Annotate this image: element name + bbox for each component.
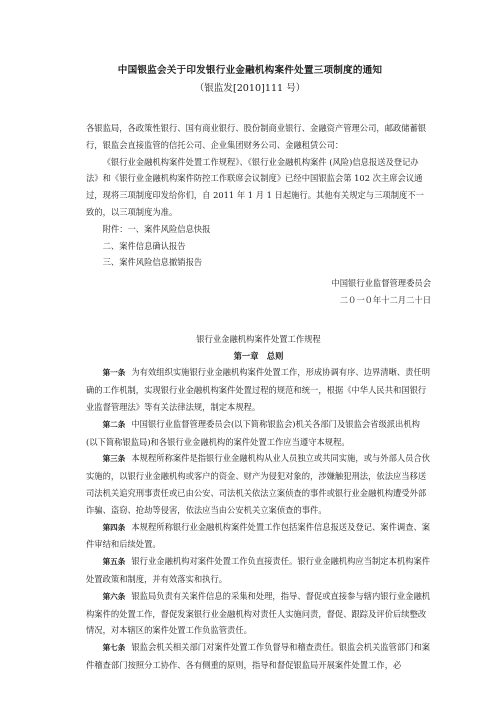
attachment-item: 三、案件风险信息撤销报告	[102, 257, 203, 268]
article-label: 第六条	[102, 591, 126, 601]
article-text: 中国银行业监督管理委员会(以下简称银监会)机关各部门及银监会省级派出机构(以下简称银监局)和各银行业金融机构的案件处置工作应当遵守本规程。	[86, 418, 420, 447]
article-label: 第二条	[102, 419, 126, 429]
addressee: 各银监局，各政策性银行、国有商业银行、股份制商业银行、金融资产管理公司，邮政储蓄银行，银监会直接监管的信托公司、企业集团财务公司、金融租赁公司：	[86, 123, 427, 150]
article-label: 第一条	[102, 368, 126, 378]
article-text: 为有效组织实施银行业金融机构案件处置工作，形成协调有序、边界清晰、责任明确的工作机制，实现银行业金融机构案件处置过程的规范和统一，根据《中华人民共和国银行业监督管理法》等有关法律法规，制定本规程。	[86, 367, 431, 412]
article	[86, 450, 431, 518]
chapter-heading: 第一章 总则	[233, 350, 284, 361]
article-text: 银监会机关相关部门对案件处置工作负督导和稽查责任。银监会机关监管部门和案件稽查部门按照分工协作、各有侧重的原则，指导和督促银监局开展案件处置工作，必	[86, 642, 431, 670]
regulation-title: 银行业金融机构案件处置工作规程	[196, 333, 321, 344]
article	[86, 588, 431, 639]
article	[86, 364, 431, 415]
paragraph: 《银行业金融机构案件处置工作规程》、《银行业金融机构案件 (风险)信息报送及登记办法》和《银行业金融机构案件防控工作联席会议制度》已经中国银监会第 102 次主席会议通过，现将三项制度印发给你们，自 2011 年 1 月 1 日起施行。其他有关规定与三项制度不一致的，以三项制度为准。	[86, 156, 424, 217]
article-text: 银监局负责有关案件信息的采集和处理，指导、督促或直接参与辖内银行业金融机构案件的处置工作，督促发案银行业金融机构对责任人实施问责，督促、跟踪及评价后续整改情况，对本辖区的案件处置工作负监管责任。	[86, 590, 431, 636]
signature-block	[86, 275, 431, 309]
document-number: （银监发[2010]111 号）	[194, 83, 306, 94]
issuer: 中国银行业监督管理委员会	[331, 278, 431, 289]
article-text: 本规程所称银行业金融机构案件处置工作包括案件信息报送及登记、案件调查、案件审结和后续处置。	[86, 521, 431, 550]
article-label: 第七条	[102, 643, 126, 653]
article-label: 第五条	[102, 557, 126, 567]
attachment-item: 二、案件信息确认报告	[102, 240, 186, 251]
article	[86, 639, 431, 674]
article	[86, 553, 431, 588]
article	[86, 519, 431, 554]
article-label: 第四条	[102, 522, 126, 532]
issue-date: 二０一０年十二月二十日	[339, 294, 431, 305]
article-label: 第三条	[102, 454, 126, 464]
article-text: 本规程所称案件是指银行业金融机构从业人员独立或共同实施，或与外部人员合伙实施的，以银行业金融机构或客户的资金、财产为侵犯对象的，涉嫌触犯刑法，依法应当移送司法机关追究刑事责任或已由公安、司法机关依法立案侦查的事件或银行业金融机构遭受外部诈骗、盗窃、抢劫等侵害，依法应当由公安机关立案侦查的事件。	[86, 453, 431, 515]
article	[86, 416, 431, 451]
attachment-item: 附件：一、案件风险信息快报	[102, 223, 211, 234]
document-title: 中国银监会关于印发银行业金融机构案件处置三项制度的通知	[117, 65, 383, 76]
article-text: 银行业金融机构对案件处置工作负直接责任。银行业金融机构应当制定本机构案件处置政策和制度，并有效落实和执行。	[86, 556, 431, 584]
document-body	[86, 120, 431, 674]
